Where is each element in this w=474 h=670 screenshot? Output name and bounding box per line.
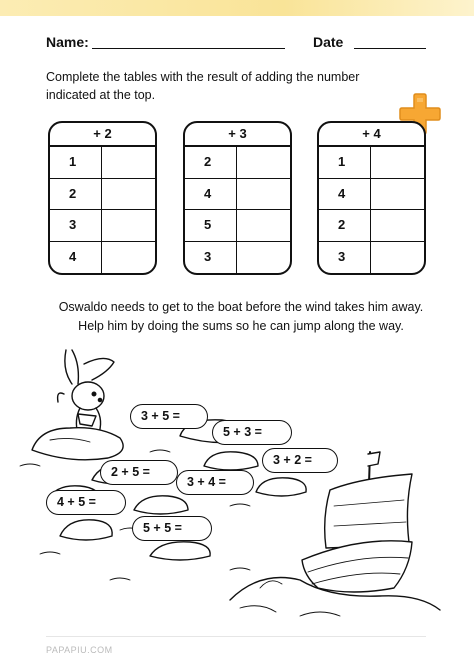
footer-brand: PAPAPIU.COM [46,645,113,655]
answer-cell[interactable] [371,210,424,241]
table-row [185,242,290,274]
river-scene [0,340,474,640]
table-number: 2 [319,210,371,241]
table-header: + 4 [319,123,424,147]
sum-box[interactable] [176,470,254,495]
sum-label: 3 + 2 = [273,453,312,467]
table-header: + 3 [185,123,290,147]
table-number: 5 [185,210,237,241]
table-row [50,242,155,274]
table-row [319,210,424,242]
sum-label: 5 + 5 = [143,521,182,535]
story-text: Oswaldo needs to get to the boat before the wind takes him away. Help him by doing the sums so he can jump along the way. [58,300,424,333]
table-number: 3 [185,242,237,274]
answer-cell[interactable] [102,242,155,274]
sum-label: 4 + 5 = [57,495,96,509]
table-row [50,147,155,179]
sum-label: 3 + 5 = [141,409,180,423]
answer-cell[interactable] [371,242,424,274]
answer-cell[interactable] [102,147,155,178]
name-field[interactable] [92,48,285,49]
instructions-text: Complete the tables with the result of adding the number indicated at the top. [46,70,360,102]
table-row [50,210,155,242]
boat-illustration [302,452,412,592]
table-number: 1 [50,147,102,178]
top-decorative-band [0,0,474,16]
table-number: 2 [185,147,237,178]
table-number: 3 [319,242,371,274]
table-header: + 2 [50,123,155,147]
answer-cell[interactable] [102,210,155,241]
answer-cell[interactable] [237,179,290,210]
sum-box[interactable] [100,460,178,485]
addition-table-plus-4 [317,121,426,275]
name-date-header [0,34,474,54]
table-row [319,147,424,179]
sum-label: 5 + 3 = [223,425,262,439]
date-field[interactable] [354,48,426,49]
answer-cell[interactable] [371,147,424,178]
answer-cell[interactable] [371,179,424,210]
table-number: 4 [50,242,102,274]
addition-table-plus-2 [48,121,157,275]
name-label: Name: [46,34,89,50]
table-row [319,179,424,211]
sum-box[interactable] [212,420,292,445]
answer-cell[interactable] [237,147,290,178]
sum-box[interactable] [132,516,212,541]
date-label: Date [313,34,344,50]
table-row [185,210,290,242]
sum-label: 2 + 5 = [111,465,150,479]
table-row [50,179,155,211]
answer-cell[interactable] [237,210,290,241]
answer-cell[interactable] [237,242,290,274]
table-row [185,147,290,179]
table-number: 4 [319,179,371,210]
sum-box[interactable] [46,490,126,515]
sum-box[interactable] [262,448,338,473]
table-number: 2 [50,179,102,210]
sum-box[interactable] [130,404,208,429]
table-number: 4 [185,179,237,210]
table-row [319,242,424,274]
table-number: 3 [50,210,102,241]
answer-cell[interactable] [102,179,155,210]
sum-label: 3 + 4 = [187,475,226,489]
table-number: 1 [319,147,371,178]
table-row [185,179,290,211]
footer-divider [46,636,426,637]
addition-table-plus-3 [183,121,292,275]
